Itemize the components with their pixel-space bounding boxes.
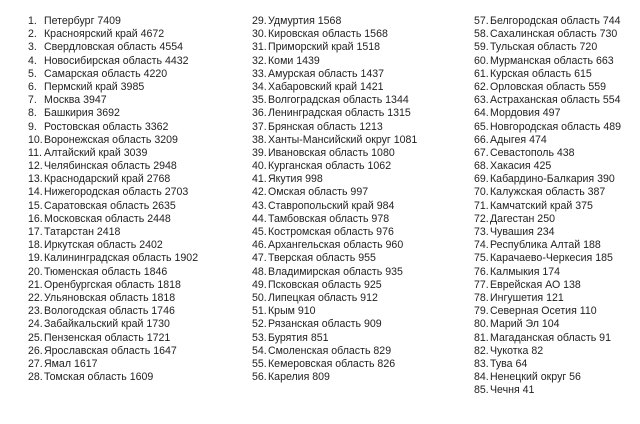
list-item-text: Томская область 1609 [44,371,154,384]
list-item-text: Самарская область 4220 [44,67,168,80]
list-item [252,41,417,54]
list-item [474,332,621,345]
list-item-number: 3. [28,41,37,54]
list-item-number: 47. [252,252,267,265]
list-item-text: Чукотка 82 [490,344,544,357]
list-item-text: Новосибирская область 4432 [44,54,189,67]
list-item-text: Саратовская область 2635 [44,199,176,212]
list-item [28,318,198,331]
list-item [28,147,198,160]
list-item [474,160,621,173]
list-item [252,213,417,226]
list-item-number: 21. [28,278,43,291]
list-item-text: Курская область 615 [490,67,592,80]
list-item-text: Пермский край 3985 [44,80,145,93]
list-item [474,55,621,68]
list-item [474,147,621,160]
list-item-text: Карачаево-Черкесия 185 [490,252,613,265]
list-item-text: Кабардино-Балкария 390 [490,173,615,186]
list-item-number: 57. [474,15,489,27]
list-item-text: Калининградская область 1902 [44,252,199,265]
list-item [28,41,198,54]
list-item-text: Петербург 7409 [44,15,121,27]
list-item-text: Башкирия 3692 [44,107,120,120]
list-item-number: 81. [474,331,489,344]
list-item-text: Костромская область 976 [268,226,394,238]
list-item-number: 58. [474,28,489,41]
list-item [28,81,198,94]
list-item-text: Камчатский край 375 [490,199,593,212]
list-item-text: Магаданская область 91 [490,331,611,344]
list-item-number: 26. [28,344,43,357]
list-item [28,371,198,384]
list-item-text: Пензенская область 1721 [44,331,171,344]
list-item [252,358,417,371]
list-item [252,292,417,305]
list-item-text: Северная Осетия 110 [490,305,597,318]
list-column-2 [252,15,417,384]
list-item-number: 80. [474,318,489,331]
list-item [252,160,417,173]
list-item-text: Приморский край 1518 [268,41,381,54]
list-item [252,332,417,345]
list-item-text: Архангельская область 960 [268,239,404,252]
list-item-text: Свердловская область 4554 [44,41,184,54]
list-item-text: Псковская область 925 [268,278,382,291]
list-item-text: Сахалинская область 730 [490,28,618,41]
list-item [474,94,621,107]
list-item-number: 19. [28,252,43,265]
list-item-text: Кировская область 1568 [268,28,388,41]
list-item-number: 65. [474,120,489,133]
list-item-text: Карелия 809 [268,371,330,384]
list-item-number: 54. [252,344,267,357]
list-item-text: Орловская область 559 [490,80,607,93]
list-item-number: 67. [474,146,489,159]
list-item-number: 66. [474,133,489,146]
list-item-number: 18. [28,239,43,252]
list-item [474,173,621,186]
list-item-number: 8. [28,107,37,120]
list-item [252,371,417,384]
list-item-text: Челябинская область 2948 [44,160,177,173]
list-item [252,134,417,147]
list-item-text: Ярославская область 1647 [44,344,177,357]
list-item-text: Кемеровская область 826 [268,357,396,370]
list-item-number: 44. [252,212,267,225]
list-item-number: 9. [28,120,37,133]
list-item-number: 49. [252,278,267,291]
list-item [28,94,198,107]
list-item-number: 27. [28,357,43,370]
list-item [28,345,198,358]
list-item [28,292,198,305]
list-item-number: 74. [474,239,489,252]
list-item-number: 4. [28,54,37,67]
list-item [28,213,198,226]
list-item [252,94,417,107]
list-item-number: 53. [252,331,267,344]
list-item-number: 56. [252,371,267,384]
list-item-text: Мордовия 497 [490,107,561,120]
list-item-text: Чувашия 234 [490,226,555,238]
list-item-number: 78. [474,291,489,304]
list-item [28,121,198,134]
list-item [252,266,417,279]
list-column-1 [28,15,198,384]
list-item-number: 33. [252,67,267,80]
list-item-text: Ханты-Мансийский округ 1081 [268,133,418,146]
list-item-number: 12. [28,160,43,173]
list-item [252,279,417,292]
list-item-text: Астраханская область 554 [490,94,621,107]
list-item-number: 48. [252,265,267,278]
list-item-number: 2. [28,28,37,41]
list-item-number: 43. [252,199,267,212]
list-item-number: 70. [474,186,489,199]
list-item [28,160,198,173]
list-item-number: 55. [252,357,267,370]
list-item [28,15,198,28]
list-item-number: 85. [474,384,489,397]
list-item-text: Еврейская АО 138 [490,278,581,291]
list-item [474,213,621,226]
list-item-number: 24. [28,318,43,331]
list-item-number: 34. [252,80,267,93]
list-item-text: Дагестан 250 [490,212,555,225]
list-item [474,266,621,279]
list-item [252,345,417,358]
list-item [474,292,621,305]
list-item-number: 31. [252,41,267,54]
list-item [252,239,417,252]
list-item-text: Ленинградская область 1315 [268,107,411,120]
list-item [474,15,621,28]
list-item-number: 76. [474,265,489,278]
list-item [252,200,417,213]
list-item [474,41,621,54]
list-item [474,305,621,318]
list-item [28,358,198,371]
list-item-text: Калмыкия 174 [490,265,561,278]
list-item-text: Мурманская область 663 [490,54,614,67]
list-item [474,186,621,199]
list-item-text: Москва 3947 [44,94,107,107]
list-item-number: 68. [474,160,489,173]
list-item-number: 62. [474,80,489,93]
list-item-number: 52. [252,318,267,331]
list-item-number: 29. [252,15,267,27]
list-item-number: 7. [28,94,37,107]
list-item [28,226,198,239]
list-item-number: 16. [28,212,43,225]
list-item [252,121,417,134]
list-item-text: Алтайский край 3039 [44,146,148,159]
list-item [28,55,198,68]
list-item-number: 30. [252,28,267,41]
list-item-text: Краснодарский край 2768 [44,173,171,186]
list-item-text: Воронежская область 3209 [44,133,178,146]
list-item-number: 41. [252,173,267,186]
list-item-text: Липецкая область 912 [268,291,378,304]
list-item-number: 14. [28,186,43,199]
list-item [474,358,621,371]
list-item [252,68,417,81]
list-item-number: 37. [252,120,267,133]
list-item-text: Крым 910 [268,305,316,318]
list-item [252,186,417,199]
list-item [474,345,621,358]
list-item-text: Иркутская область 2402 [44,239,163,252]
list-item-number: 1. [28,15,37,27]
list-item-text: Оренбургская область 1818 [44,278,181,291]
list-item-number: 83. [474,357,489,370]
list-item [252,226,417,239]
list-item-text: Омская область 997 [268,186,369,199]
list-item-text: Новгородская область 489 [490,120,622,133]
list-item-text: Забайкальский край 1730 [44,318,170,331]
list-item [474,121,621,134]
list-item-text: Волгоградская область 1344 [268,94,409,107]
list-item [474,81,621,94]
list-item-number: 46. [252,239,267,252]
list-item-text: Красноярский край 4672 [44,28,165,41]
list-item [252,305,417,318]
list-item [474,252,621,265]
list-item [474,68,621,81]
list-item-number: 20. [28,265,43,278]
list-item [252,252,417,265]
list-item [28,68,198,81]
list-item-number: 35. [252,94,267,107]
list-item [474,371,621,384]
list-item-number: 79. [474,305,489,318]
list-item [252,147,417,160]
list-item-text: Ульяновская область 1818 [44,291,176,304]
list-item-text: Татарстан 2418 [44,226,121,238]
list-item-number: 77. [474,278,489,291]
list-item [474,226,621,239]
list-item [474,239,621,252]
list-item-number: 64. [474,107,489,120]
list-item-number: 75. [474,252,489,265]
list-item-text: Хакасия 425 [490,160,552,173]
list-item-text: Тува 64 [490,357,528,370]
list-item [28,173,198,186]
list-item-number: 36. [252,107,267,120]
list-item [252,318,417,331]
list-item [252,107,417,120]
list-item-text: Марий Эл 104 [490,318,560,331]
list-item-text: Тульская область 720 [490,41,598,54]
list-item [28,332,198,345]
list-item-text: Курганская область 1062 [268,160,392,173]
list-item-number: 50. [252,291,267,304]
list-item-number: 71. [474,199,489,212]
list-item-text: Ненецкий округ 56 [490,371,581,384]
list-item [28,200,198,213]
list-item-number: 32. [252,54,267,67]
list-item [474,318,621,331]
list-item [474,134,621,147]
list-item-text: Ингушетия 121 [490,291,564,304]
list-item-text: Белгородская область 744 [490,15,621,27]
list-item-text: Хабаровский край 1421 [268,80,384,93]
list-item-number: 60. [474,54,489,67]
list-item-number: 51. [252,305,267,318]
list-item-text: Тверская область 955 [268,252,376,265]
list-item [474,28,621,41]
list-item-number: 63. [474,94,489,107]
list-item-number: 84. [474,371,489,384]
list-item [28,28,198,41]
list-item [28,134,198,147]
list-item-number: 69. [474,173,489,186]
list-item [252,15,417,28]
list-item-text: Тамбовская область 978 [268,212,390,225]
list-item-number: 72. [474,212,489,225]
list-item-text: Удмуртия 1568 [268,15,342,27]
list-item-text: Ивановская область 1080 [268,146,395,159]
list-item [28,239,198,252]
list-item-text: Владимирская область 935 [268,265,403,278]
list-item-number: 42. [252,186,267,199]
list-item-text: Якутия 998 [268,173,323,186]
list-item-number: 17. [28,226,43,238]
list-item-number: 10. [28,133,43,146]
list-item-text: Рязанская область 909 [268,318,382,331]
list-item [474,279,621,292]
list-item-text: Адыгея 474 [490,133,547,146]
list-item [474,107,621,120]
list-item-number: 38. [252,133,267,146]
list-item-number: 61. [474,67,489,80]
list-item-text: Вологодская область 1746 [44,305,175,318]
list-item-number: 22. [28,291,43,304]
list-item-number: 40. [252,160,267,173]
list-item-text: Республика Алтай 188 [490,239,601,252]
list-item-number: 59. [474,41,489,54]
list-item-number: 15. [28,199,43,212]
region-ranking-list [0,15,640,415]
list-column-3 [474,15,621,397]
list-item-text: Ямал 1617 [44,357,98,370]
list-item [252,81,417,94]
list-item-number: 82. [474,344,489,357]
list-item-number: 13. [28,173,43,186]
list-item [28,107,198,120]
list-item-number: 6. [28,80,37,93]
list-item-number: 11. [28,146,42,159]
list-item-text: Брянская область 1213 [268,120,383,133]
list-item [28,252,198,265]
list-item [28,279,198,292]
list-item-text: Севастополь 438 [490,146,575,159]
list-item-text: Амурская область 1437 [268,67,385,80]
list-item-number: 28. [28,371,43,384]
list-item [28,186,198,199]
list-item [252,28,417,41]
list-item-text: Тюменская область 1846 [44,265,168,278]
list-item-number: 23. [28,305,43,318]
list-item-text: Ростовская область 3362 [44,120,169,133]
list-item-text: Смоленская область 829 [268,344,392,357]
list-item-text: Коми 1439 [268,54,320,67]
list-item [474,384,621,397]
list-item-number: 25. [28,331,43,344]
list-item-text: Нижегородская область 2703 [44,186,189,199]
list-item [252,55,417,68]
list-item-text: Ставропольский край 984 [268,199,395,212]
list-item-number: 5. [28,67,37,80]
list-item [252,173,417,186]
list-item-number: 45. [252,226,267,238]
list-item-text: Бурятия 851 [268,331,329,344]
list-item-text: Калужская область 387 [490,186,606,199]
list-item [474,200,621,213]
list-item-text: Чечня 41 [490,384,535,397]
list-item [28,266,198,279]
list-item-number: 39. [252,146,267,159]
list-item-number: 73. [474,226,489,238]
list-item [28,305,198,318]
list-item-text: Московская область 2448 [44,212,171,225]
